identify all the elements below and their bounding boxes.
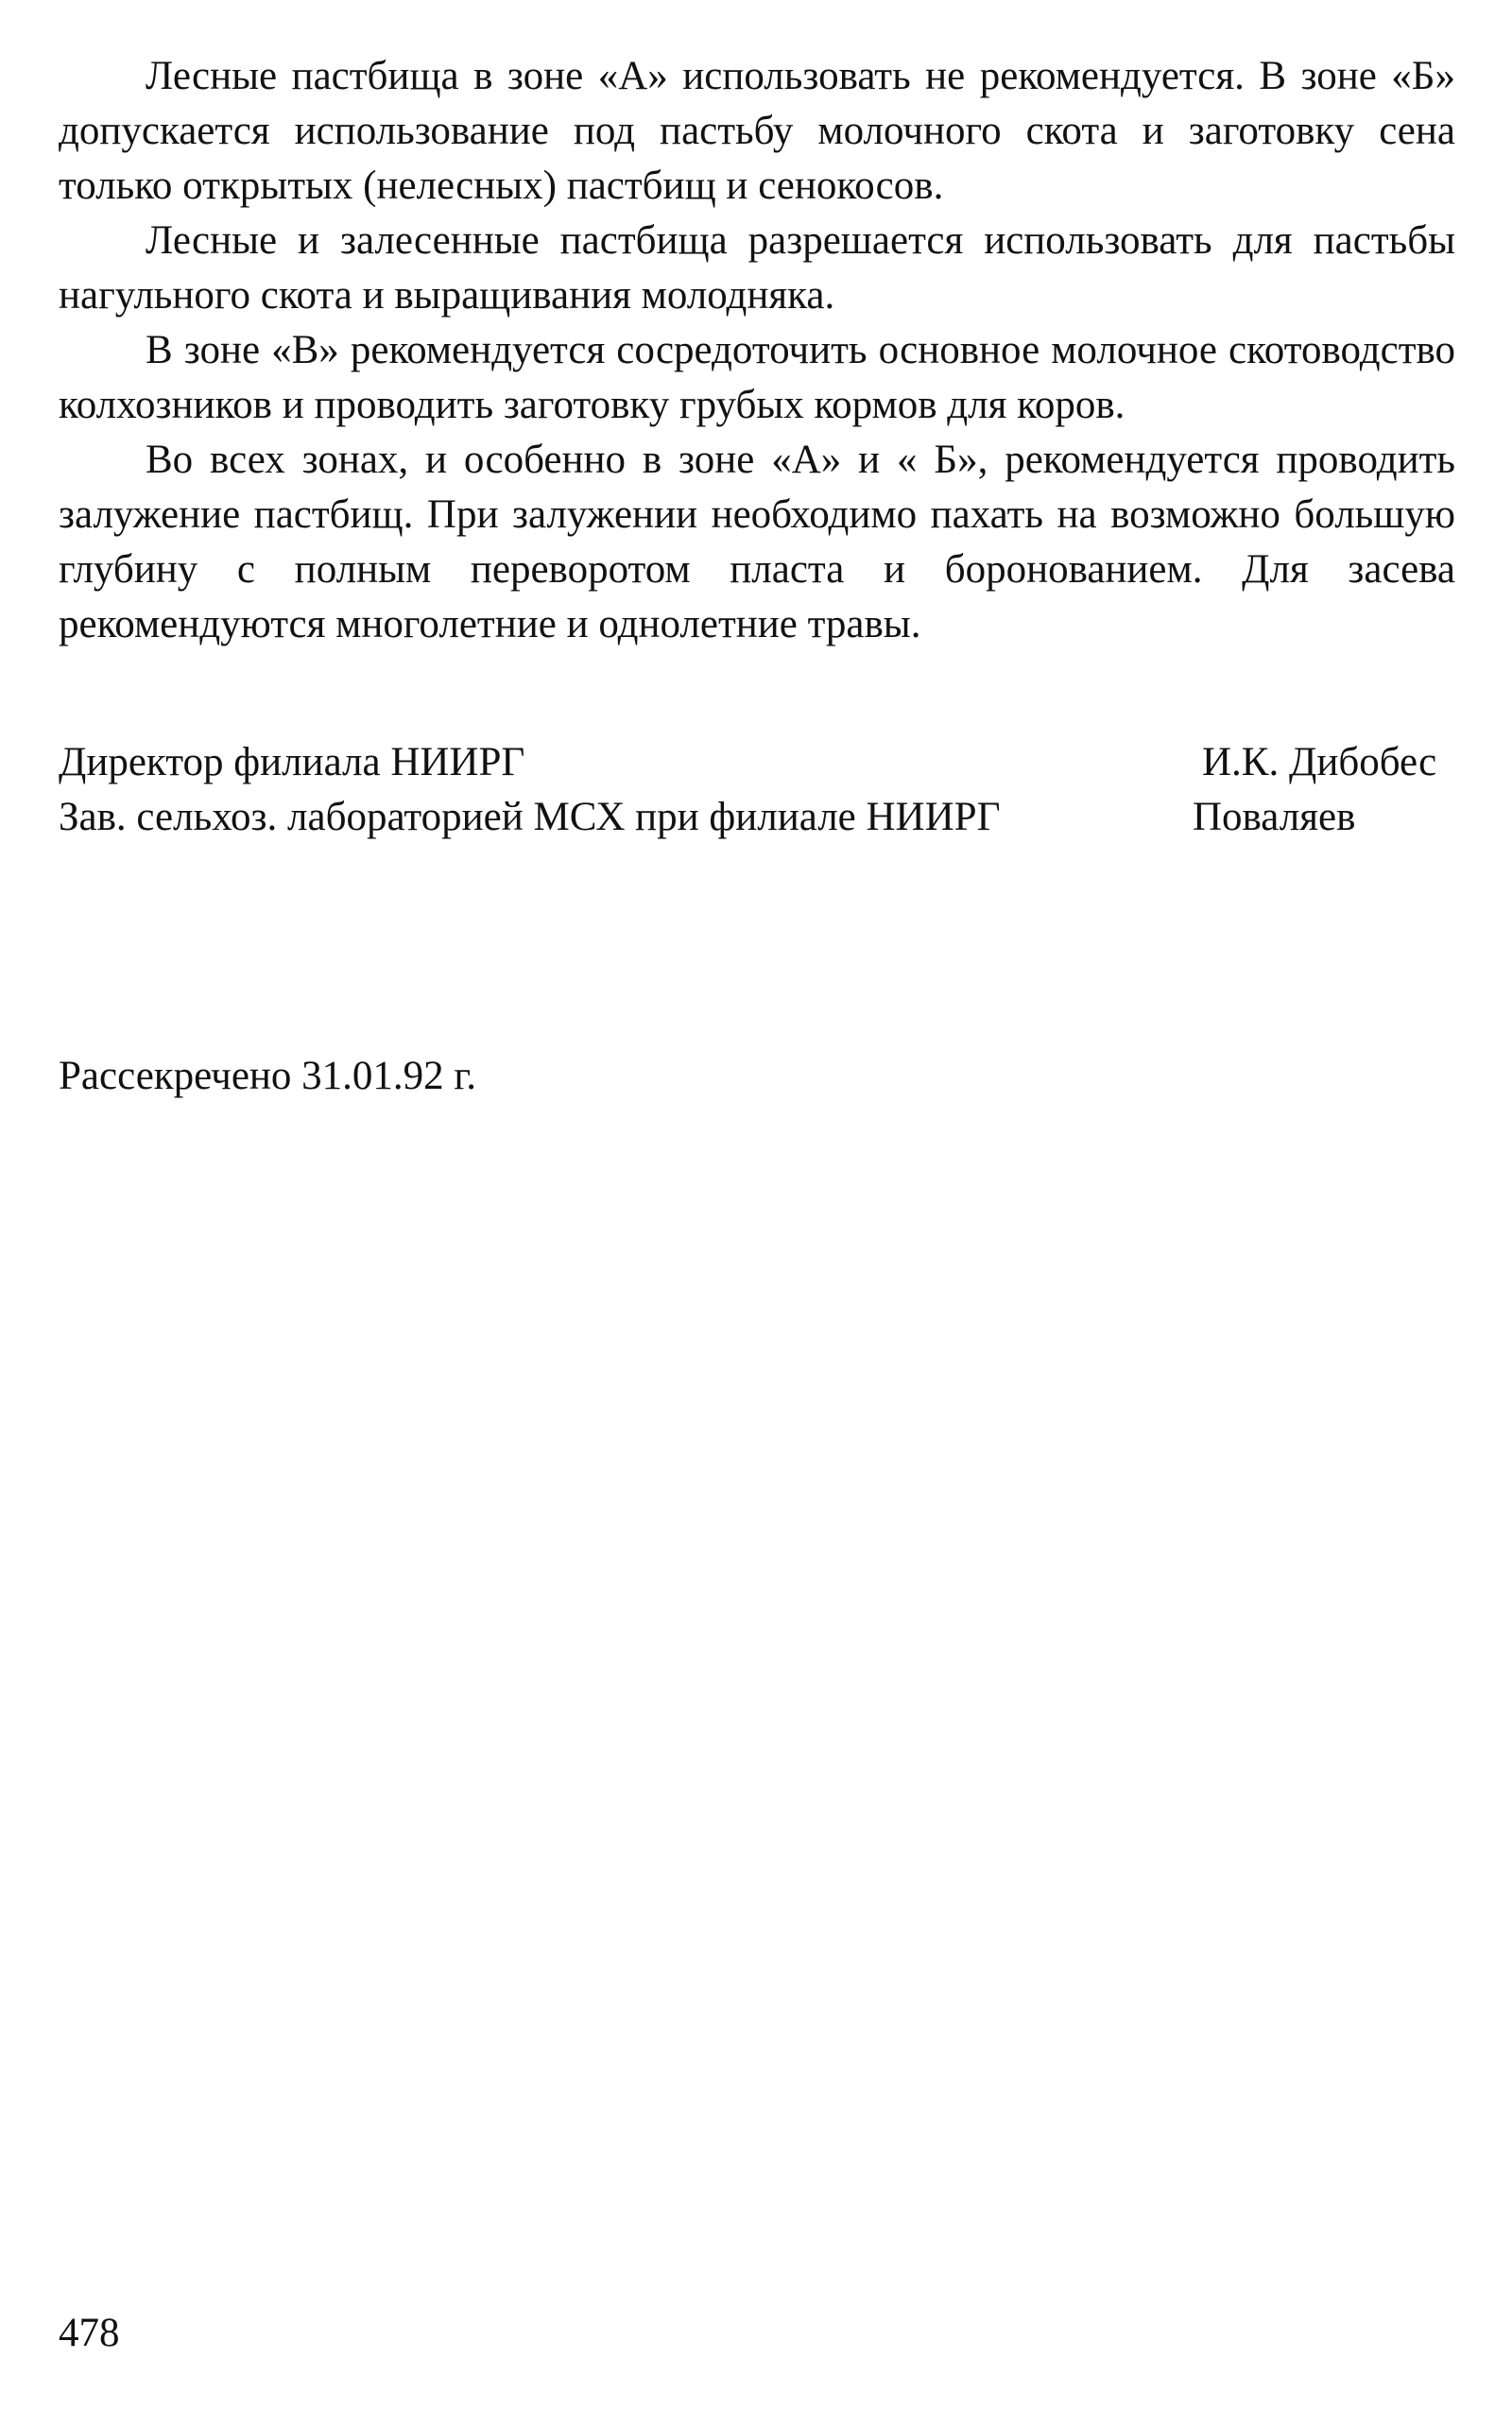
declassification-note: Рассекречено 31.01.92 г. (59, 1054, 476, 1098)
paragraph-zone-v-dairy: В зоне «В» рекомендуется сосредоточить основное молочное скотоводство колхозников и проводить заготовку грубых кормов для коров. (59, 328, 1455, 427)
director-name: И.К. Дибобес (1202, 740, 1437, 784)
signature-row-lab-head (59, 790, 1455, 845)
page-number: 478 (59, 2311, 120, 2355)
signature-row-director (59, 735, 1455, 790)
body-text (59, 49, 1455, 652)
paragraph-pasture-grassing: Во всех зонах, и особенно в зоне «А» и « Б», рекомендуется проводить залужение пастбищ. При залужении необходимо пахать на возможно большую глубину с полным переворотом пласта и боронованием. Для засева рекомендуются многолетние и однолетние травы. (59, 438, 1455, 646)
director-title: Директор филиала НИИРГ (59, 740, 525, 784)
paragraph-forest-pastures-permitted: Лесные и залесенные пастбища разрешается использовать для пастьбы нагульного скота и выращивания молодняка. (59, 218, 1455, 318)
paragraph-forest-pastures-zones-a-b: Лесные пастбища в зоне «А» использовать не рекомендуется. В зоне «Б» допускается использование под пастьбу молочного скота и заготовку сена только открытых (нелесных) пастбищ и сенокосов. (59, 54, 1455, 208)
signature-block (59, 735, 1455, 845)
lab-head-title: Зав. сельхоз. лабораторией МСХ при филиале НИИРГ (59, 795, 1001, 839)
lab-head-name: Поваляев (1193, 795, 1356, 839)
